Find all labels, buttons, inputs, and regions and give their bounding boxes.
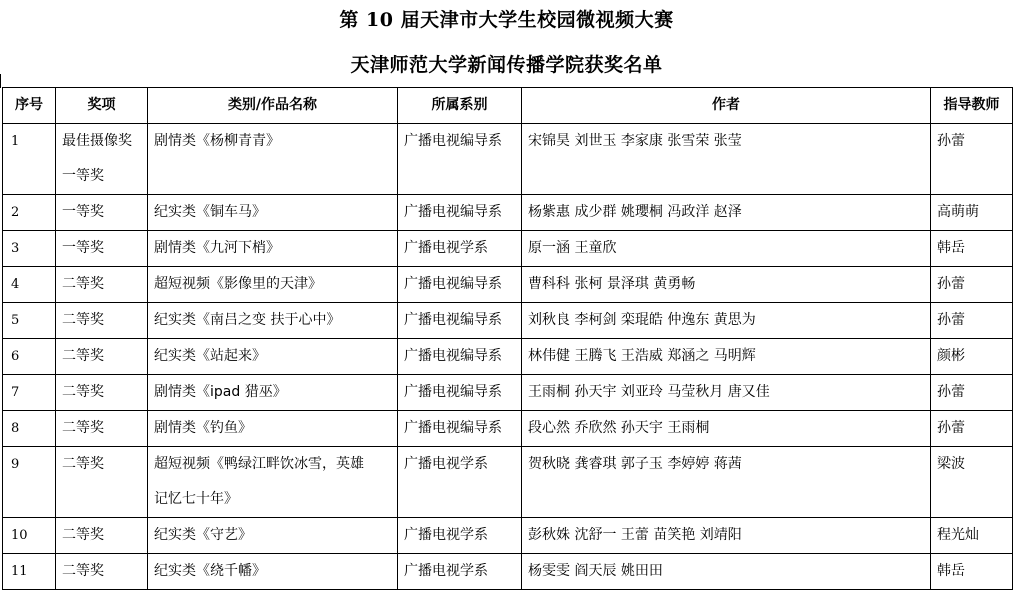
cell-award xyxy=(56,124,148,195)
cell-authors: 王雨桐 孙天宇 刘亚玲 马莹秋月 唐又佳 xyxy=(522,375,931,411)
cell-authors: 杨紫惠 成少群 姚瓔桐 冯政洋 赵泽 xyxy=(522,195,931,231)
work-line: 记忆七十年》 xyxy=(154,491,238,507)
cell-index: 1 xyxy=(3,124,56,195)
table-row xyxy=(3,411,1013,447)
cell-work xyxy=(148,303,398,339)
work-line: 纪实类《铜车马》 xyxy=(154,204,266,220)
cell-department: 广播电视编导系 xyxy=(398,375,522,411)
cell-department: 广播电视学系 xyxy=(398,231,522,267)
cell-work xyxy=(148,124,398,195)
cell-index: 11 xyxy=(3,554,56,590)
cell-work xyxy=(148,411,398,447)
cell-work xyxy=(148,267,398,303)
cell-work xyxy=(148,447,398,518)
cell-work xyxy=(148,518,398,554)
cell-award xyxy=(56,518,148,554)
cell-department: 广播电视学系 xyxy=(398,518,522,554)
cell-department: 广播电视学系 xyxy=(398,447,522,518)
award-line: 一等奖 xyxy=(62,240,104,256)
work-line: 纪实类《南吕之变 扶于心中》 xyxy=(154,312,341,328)
cell-advisor: 梁波 xyxy=(931,447,1013,518)
award-line: 二等奖 xyxy=(62,384,104,400)
cell-authors: 宋锦昊 刘世玉 李家康 张雪荣 张莹 xyxy=(522,124,931,195)
cell-department: 广播电视学系 xyxy=(398,554,522,590)
table-row xyxy=(3,518,1013,554)
award-line: 二等奖 xyxy=(62,276,104,292)
award-line: 二等奖 xyxy=(62,420,104,436)
cell-advisor: 颜彬 xyxy=(931,339,1013,375)
document-subtitle: 天津师范大学新闻传播学院获奖名单 xyxy=(350,54,663,76)
award-line: 一等奖 xyxy=(62,204,104,220)
header-department: 所属系别 xyxy=(398,88,522,124)
cell-authors: 杨雯雯 阎天辰 姚田田 xyxy=(522,554,931,590)
cell-index: 9 xyxy=(3,447,56,518)
cell-authors: 原一涵 王童欣 xyxy=(522,231,931,267)
document-title: 第 10 届天津市大学生校园微视频大赛 xyxy=(339,9,674,31)
cell-index: 2 xyxy=(3,195,56,231)
cell-department: 广播电视编导系 xyxy=(398,195,522,231)
table-row xyxy=(3,124,1013,195)
cell-award xyxy=(56,339,148,375)
cell-work xyxy=(148,339,398,375)
cell-department: 广播电视编导系 xyxy=(398,411,522,447)
table-row xyxy=(3,554,1013,590)
cell-advisor: 孙蕾 xyxy=(931,303,1013,339)
cell-award xyxy=(56,411,148,447)
cell-department: 广播电视编导系 xyxy=(398,124,522,195)
work-line: 纪实类《站起来》 xyxy=(154,348,266,364)
cell-index: 4 xyxy=(3,267,56,303)
cell-advisor: 程光灿 xyxy=(931,518,1013,554)
cell-authors: 刘秋良 李柯剑 栾琨皓 仲逸东 黄思为 xyxy=(522,303,931,339)
table-body xyxy=(3,124,1013,590)
cell-index: 8 xyxy=(3,411,56,447)
cell-work xyxy=(148,375,398,411)
cell-advisor: 高萌萌 xyxy=(931,195,1013,231)
work-line: 剧情类《九河下梢》 xyxy=(154,240,280,256)
cell-authors: 林伟健 王腾飞 王浩威 郑涵之 马明辉 xyxy=(522,339,931,375)
award-line: 二等奖 xyxy=(62,348,104,364)
cell-work xyxy=(148,231,398,267)
cell-work xyxy=(148,195,398,231)
header-index: 序号 xyxy=(3,88,56,124)
award-line: 二等奖 xyxy=(62,312,104,328)
award-line: 最佳摄像奖 xyxy=(62,133,132,149)
cell-work xyxy=(148,554,398,590)
cell-authors: 贺秋晓 龚睿琪 郭子玉 李婷婷 蒋茜 xyxy=(522,447,931,518)
work-line: 剧情类《杨柳青青》 xyxy=(154,133,280,149)
award-line: 二等奖 xyxy=(62,563,104,579)
cell-department: 广播电视编导系 xyxy=(398,303,522,339)
table-row xyxy=(3,267,1013,303)
cell-index: 10 xyxy=(3,518,56,554)
cell-department: 广播电视编导系 xyxy=(398,339,522,375)
work-line: 超短视频《影像里的天津》 xyxy=(154,276,322,292)
cell-advisor: 孙蕾 xyxy=(931,375,1013,411)
cell-index: 5 xyxy=(3,303,56,339)
cell-authors: 彭秋姝 沈舒一 王蕾 苗笑艳 刘靖阳 xyxy=(522,518,931,554)
cell-award xyxy=(56,195,148,231)
table-row xyxy=(3,303,1013,339)
cell-advisor: 孙蕾 xyxy=(931,124,1013,195)
work-line: 超短视频《鸭绿江畔饮冰雪，英雄 xyxy=(154,456,364,472)
award-line: 二等奖 xyxy=(62,527,104,543)
cell-advisor: 孙蕾 xyxy=(931,411,1013,447)
cell-award xyxy=(56,554,148,590)
header-authors: 作者 xyxy=(522,88,931,124)
work-line: 剧情类《ipad 猎巫》 xyxy=(154,384,287,400)
award-line: 二等奖 xyxy=(62,456,104,472)
awards-table xyxy=(2,87,1013,590)
cell-award xyxy=(56,231,148,267)
table-row xyxy=(3,195,1013,231)
cell-authors: 段心然 乔欣然 孙天宇 王雨桐 xyxy=(522,411,931,447)
cell-index: 7 xyxy=(3,375,56,411)
page-corner-mark xyxy=(0,74,1,88)
table-row xyxy=(3,375,1013,411)
work-line: 纪实类《守艺》 xyxy=(154,527,252,543)
cell-award xyxy=(56,447,148,518)
cell-index: 6 xyxy=(3,339,56,375)
cell-advisor: 孙蕾 xyxy=(931,267,1013,303)
table-row xyxy=(3,447,1013,518)
cell-award xyxy=(56,267,148,303)
award-line: 一等奖 xyxy=(62,168,104,184)
table-row xyxy=(3,339,1013,375)
cell-index: 3 xyxy=(3,231,56,267)
work-line: 纪实类《绕千幡》 xyxy=(154,563,266,579)
table-header-row xyxy=(3,88,1013,124)
header-advisor: 指导教师 xyxy=(931,88,1013,124)
cell-department: 广播电视编导系 xyxy=(398,267,522,303)
header-award: 奖项 xyxy=(56,88,148,124)
cell-advisor: 韩岳 xyxy=(931,554,1013,590)
table-row xyxy=(3,231,1013,267)
cell-authors: 曹科科 张柯 景泽琪 黄勇畅 xyxy=(522,267,931,303)
cell-award xyxy=(56,375,148,411)
work-line: 剧情类《钓鱼》 xyxy=(154,420,252,436)
cell-award xyxy=(56,303,148,339)
header-work: 类别/作品名称 xyxy=(148,88,398,124)
cell-advisor: 韩岳 xyxy=(931,231,1013,267)
